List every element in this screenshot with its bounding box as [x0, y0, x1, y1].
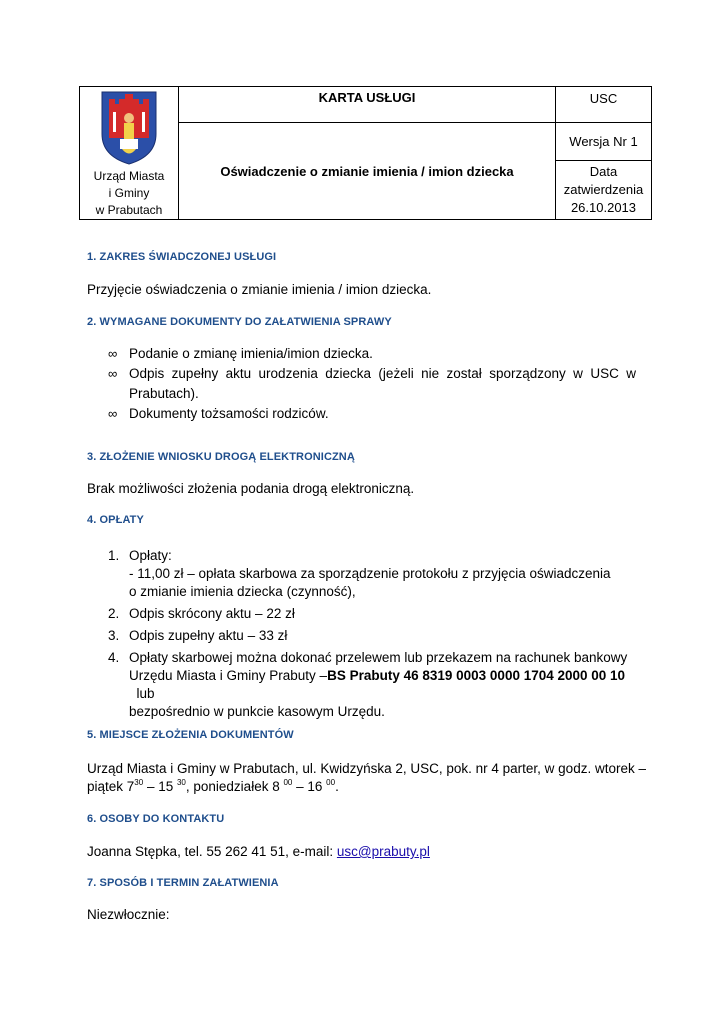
- list-item: [108, 344, 636, 364]
- office-name: [80, 168, 178, 219]
- list-item: [108, 404, 636, 424]
- approval-line: 26.10.2013: [570, 200, 637, 215]
- list-item-text: bezpośrednio w punkcie kasowym Urzędu.: [129, 704, 385, 719]
- list-item-text: Odpis zupełny aktu urodzenia dziecka (jeżeli nie został sporządzony w USC w Prabutach).: [129, 366, 636, 401]
- section-7-title: 7. SPOSÓB I TERMIN ZAŁATWIENIA: [87, 877, 279, 889]
- hours-sup: 30: [134, 777, 144, 787]
- infinity-bullet-icon: ∞: [108, 346, 118, 361]
- list-item: [108, 605, 648, 623]
- infinity-bullet-icon: ∞: [108, 406, 118, 421]
- list-item: [108, 364, 636, 404]
- list-item-text: Dokumenty tożsamości rodziców.: [129, 406, 329, 421]
- approval-line: Data: [589, 164, 618, 179]
- required-documents-list: [108, 344, 636, 424]
- list-item-text: Opłaty skarbowej można dokonać przelewem lub przekazem na rachunek bankowy: [129, 650, 628, 665]
- list-number: 4.: [108, 650, 120, 665]
- logo-cell: [80, 87, 179, 220]
- section-4-title: 4. OPŁATY: [87, 514, 144, 526]
- hours-text: .: [335, 779, 339, 794]
- city-crest-icon: [100, 90, 158, 166]
- list-item-text: Podanie o zmianę imienia/imion dziecka.: [129, 346, 373, 361]
- hours-line: [87, 778, 646, 796]
- section-3-title: 3. ZŁOŻENIE WNIOSKU DROGĄ ELEKTRONICZNĄ: [87, 451, 355, 463]
- office-line: Urząd Miasta: [93, 169, 165, 183]
- hours-sup: 00: [283, 777, 293, 787]
- list-item-text: Opłaty:: [129, 548, 172, 563]
- list-number: 1.: [108, 548, 120, 563]
- list-item-text: Odpis zupełny aktu – 33 zł: [129, 628, 288, 643]
- list-item-subtext: - 11,00 zł – opłata skarbowa za sporządzenie protokołu z przyjęcia oświadczenia: [129, 566, 611, 581]
- approval-line: zatwierdzenia: [563, 182, 644, 197]
- hours-sup: 30: [176, 777, 186, 787]
- list-item: [108, 627, 648, 645]
- contact-text: Joanna Stępka, tel. 55 262 41 51, e-mail:: [87, 844, 337, 859]
- approval-date: [556, 161, 652, 220]
- hours-text: piątek 7: [87, 779, 135, 794]
- email-link[interactable]: usc@prabuty.pl: [336, 844, 430, 859]
- list-item-text: Odpis skrócony aktu – 22 zł: [129, 606, 295, 621]
- list-item-subtext: o zmianie imienia dziecka (czynność),: [129, 584, 356, 599]
- header-table: [79, 86, 652, 220]
- section-5-text: [87, 760, 646, 796]
- list-number: 3.: [108, 628, 120, 643]
- payee-text: Urzędu Miasta i Gminy Prabuty –: [129, 668, 328, 683]
- hours-sup: 00: [326, 777, 336, 787]
- office-line: i Gminy: [108, 186, 150, 200]
- hours-text: – 16: [292, 779, 327, 794]
- list-item-text: [129, 667, 648, 703]
- infinity-bullet-icon: ∞: [108, 366, 118, 381]
- hours-text: – 15: [143, 779, 177, 794]
- section-6-text: [87, 843, 430, 861]
- version: Wersja Nr 1: [556, 123, 652, 161]
- section-1-text: Przyjęcie oświadczenia o zmianie imienia / imion dziecka.: [87, 282, 432, 297]
- service-name: Oświadczenie o zmianie imienia / imion dziecka: [179, 123, 556, 220]
- hours-text: , poniedziałek 8: [185, 779, 284, 794]
- list-item: [108, 649, 648, 721]
- location-line: Urząd Miasta i Gminy w Prabutach, ul. Kwidzyńska 2, USC, pok. nr 4 parter, w godz. wtorek –: [87, 761, 646, 776]
- fees-list: [108, 547, 648, 725]
- office-line: w Prabutach: [95, 203, 163, 217]
- section-7-text: Niezwłocznie:: [87, 907, 170, 922]
- card-title: KARTA USŁUGI: [179, 87, 556, 123]
- section-6-title: 6. OSOBY DO KONTAKTU: [87, 813, 225, 825]
- section-2-title: 2. WYMAGANE DOKUMENTY DO ZAŁATWIENIA SPRAWY: [87, 316, 392, 328]
- list-number: 2.: [108, 606, 120, 621]
- bank-account: BS Prabuty 46 8319 0003 0000 1704 2000 00 10: [327, 668, 626, 683]
- department: USC: [556, 87, 652, 123]
- section-5-title: 5. MIEJSCE ZŁOŻENIA DOKUMENTÓW: [87, 729, 294, 741]
- list-item: [108, 547, 648, 601]
- section-1-title: 1. ZAKRES ŚWIADCZONEJ USŁUGI: [87, 251, 277, 263]
- section-3-text: Brak możliwości złożenia podania drogą elektroniczną.: [87, 481, 415, 496]
- list-item-text: lub: [129, 686, 155, 701]
